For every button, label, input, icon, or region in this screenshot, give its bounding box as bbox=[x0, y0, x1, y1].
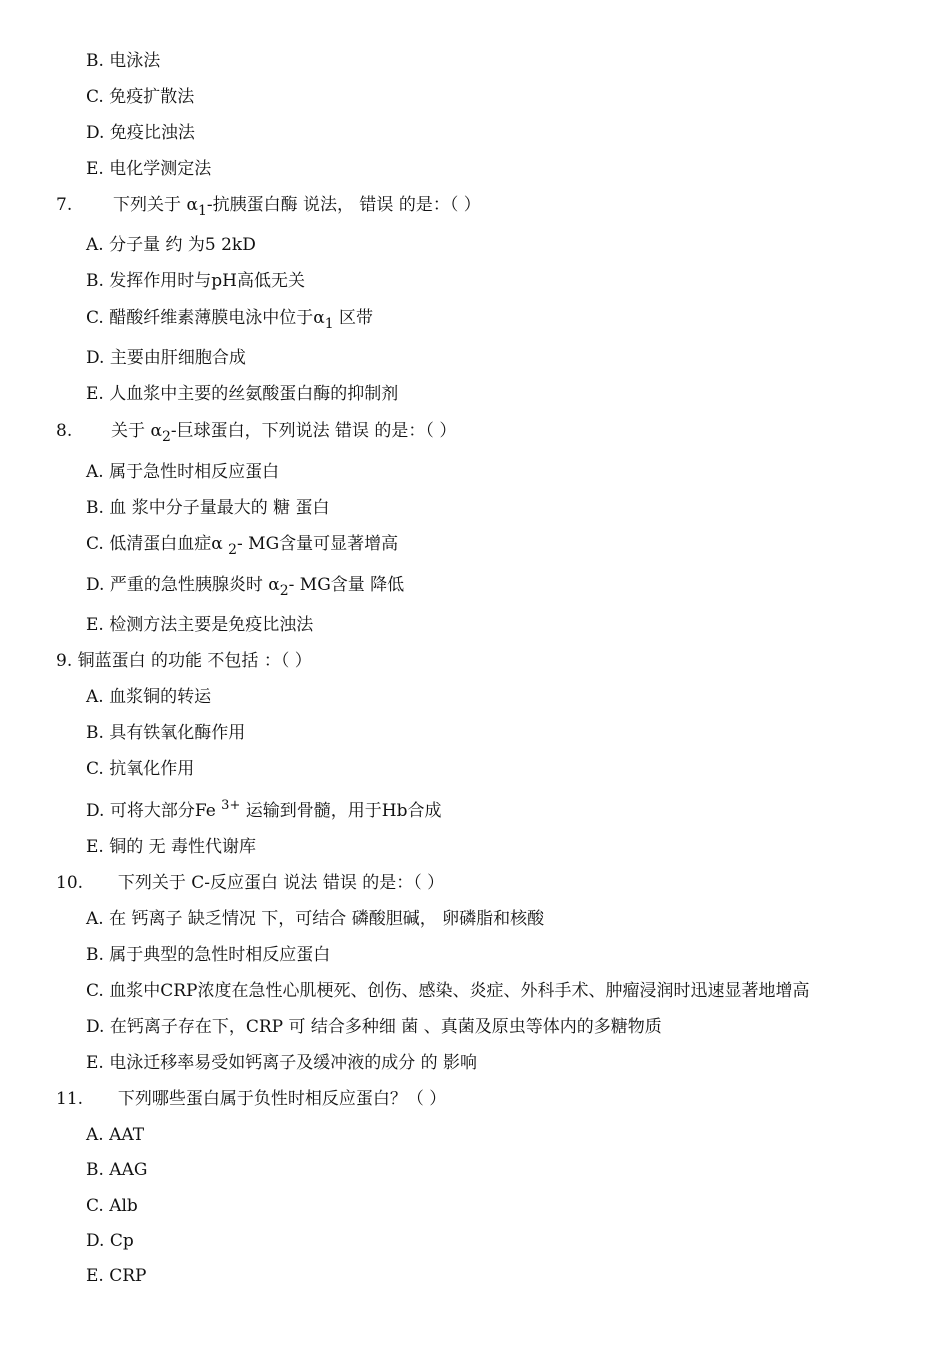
question-8-option-d bbox=[86, 574, 404, 597]
question-11-option-b: B. AAG bbox=[86, 1160, 148, 1180]
question-8-option-d-text-end: - MG含量 降低 bbox=[288, 575, 405, 595]
question-8-option-c bbox=[86, 533, 398, 556]
question-8-option-a: A. 属于急性时相反应蛋白 bbox=[86, 462, 280, 482]
question-8-option-d-subscript: 2 bbox=[279, 583, 289, 599]
question-8-number: 8. bbox=[56, 421, 73, 441]
question-8-option-b: B. 血 浆中分子量最大的 糖 蛋白 bbox=[86, 498, 330, 518]
question-11-option-c: C. Alb bbox=[86, 1196, 138, 1216]
question-9-option-a: A. 血浆铜的转运 bbox=[86, 687, 212, 707]
question-7-option-b: B. 发挥作用时与pH高低无关 bbox=[86, 271, 306, 291]
question-8-text-start: 关于 α bbox=[111, 421, 162, 441]
question-10-option-d: D. 在钙离子存在下，CRP 可 结合多种细 菌 、真菌及原虫等体内的多糖物质 bbox=[86, 1017, 662, 1037]
question-7-option-c-text: C. 醋酸纤维素薄膜电泳中位于α bbox=[86, 308, 325, 328]
option-c-immunodiffusion: C. 免疫扩散法 bbox=[86, 87, 195, 107]
question-10-option-e: E. 电泳迁移率易受如钙离子及缓冲液的成分 的 影响 bbox=[86, 1053, 478, 1073]
question-9-option-b: B. 具有铁氧化酶作用 bbox=[86, 723, 246, 743]
option-e-electrochemistry: E. 电化学测定法 bbox=[86, 159, 212, 179]
question-9-option-d-text-end: 运输到骨髓，用于Hb合成 bbox=[245, 801, 442, 821]
question-9-option-d bbox=[86, 800, 441, 824]
question-7-text-end: -抗胰蛋白酶 说法， 错误 的是：（ ） bbox=[206, 195, 481, 215]
question-7-option-c-text-end: 区带 bbox=[339, 308, 374, 328]
question-10 bbox=[56, 872, 444, 894]
question-9: 9. 铜蓝蛋白 的功能 不包括 ：（ ） bbox=[56, 651, 312, 671]
question-9-option-d-text: D. 可将大部分Fe bbox=[86, 801, 216, 821]
question-10-option-c: C. 血浆中CRP浓度在急性心肌梗死、创伤、感染、炎症、外科手术、肿瘤浸润时迅速显著地增高 bbox=[86, 981, 810, 1001]
question-8-text-end: -巨球蛋白，下列说法 错误 的是：（ ） bbox=[170, 421, 457, 441]
option-b-electrophoresis: B. 电泳法 bbox=[86, 51, 161, 71]
question-10-text: 下列关于 C-反应蛋白 说法 错误 的是：（ ） bbox=[117, 873, 445, 893]
question-7-option-a: A. 分子量 约 为5 2kD bbox=[86, 235, 256, 255]
question-10-number: 10. bbox=[56, 873, 84, 893]
question-10-option-a: A. 在 钙离子 缺乏情况 下，可结合 磷酸胆碱， 卵磷脂和核酸 bbox=[86, 909, 545, 929]
question-7-option-c-subscript: 1 bbox=[324, 316, 334, 332]
question-11-option-d: D. Cp bbox=[86, 1231, 134, 1251]
question-7-option-c bbox=[86, 307, 373, 330]
question-8-option-c-subscript: 2 bbox=[228, 542, 238, 558]
option-d-immunoturbidimetry: D. 免疫比浊法 bbox=[86, 123, 195, 143]
question-7-text-start: 下列关于 α bbox=[113, 195, 198, 215]
question-7-option-d: D. 主要由肝细胞合成 bbox=[86, 348, 246, 368]
question-11-number: 11. bbox=[56, 1089, 84, 1109]
question-8-option-e: E. 检测方法主要是免疫比浊法 bbox=[86, 615, 314, 635]
question-8-option-c-text-end: - MG含量可显著增高 bbox=[237, 534, 399, 554]
question-11-option-e: E. CRP bbox=[86, 1266, 147, 1286]
question-11-option-a: A. AAT bbox=[86, 1125, 145, 1145]
question-9-option-c: C. 抗氧化作用 bbox=[86, 759, 195, 779]
question-9-option-d-superscript: 3+ bbox=[221, 798, 241, 813]
question-11-text: 下列哪些蛋白属于负性时相反应蛋白？（ ） bbox=[117, 1089, 447, 1109]
question-8 bbox=[56, 420, 456, 443]
question-9-option-e: E. 铜的 无 毒性代谢库 bbox=[86, 837, 257, 857]
question-7-subscript: 1 bbox=[197, 203, 207, 219]
question-8-option-c-text: C. 低清蛋白血症α bbox=[86, 534, 223, 554]
question-7-option-e: E. 人血浆中主要的丝氨酸蛋白酶的抑制剂 bbox=[86, 384, 399, 404]
question-8-option-d-text: D. 严重的急性胰腺炎时 α bbox=[86, 575, 280, 595]
question-10-option-b: B. 属于典型的急性时相反应蛋白 bbox=[86, 945, 331, 965]
question-7 bbox=[56, 194, 481, 217]
question-8-subscript: 2 bbox=[161, 429, 171, 445]
question-7-number: 7. bbox=[56, 195, 73, 215]
question-11 bbox=[56, 1088, 446, 1110]
